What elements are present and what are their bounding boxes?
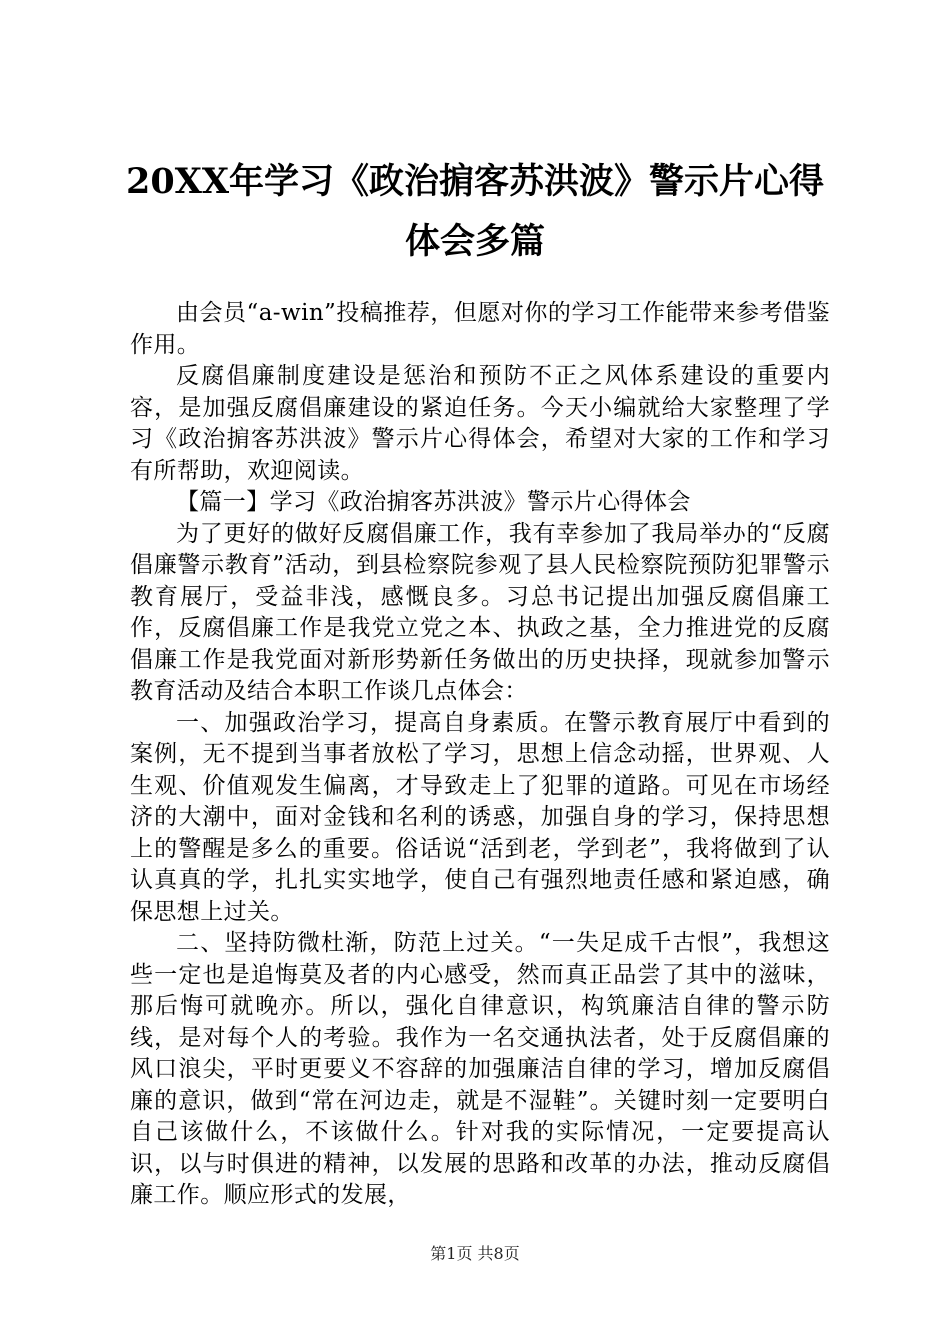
paragraph-point-one: 一、加强政治学习，提高自身素质。在警示教育展厅中看到的案例，无不提到当事者放松了学习，思想上信念动摇，世界观、人生观、价值观发生偏离，才导致走上了犯罪的道路。可见在市场经济的大潮中，面对金钱和名利的诱惑，加强自身的学习，保持思想上的警醒是多么的重要。俗话说“活到老，学到老”，我将做到了认认真真的学，扎扎实实地学，使自己有强烈地责任感和紧迫感，确保思想上过关。 — [130, 709, 830, 925]
paragraph-intro: 反腐倡廉制度建设是惩治和预防不正之风体系建设的重要内容，是加强反腐倡廉建设的紧迫任务。今天小编就给大家整理了学习《政治掮客苏洪波》警示片心得体会，希望对大家的工作和学习有所帮助，欢迎阅读。 — [130, 363, 830, 484]
paragraph-contributor-note: 由会员“a-win”投稿推荐，但愿对你的学习工作能带来参考借鉴作用。 — [130, 300, 830, 358]
paragraph-part-one-opening: 为了更好的做好反腐倡廉工作，我有幸参加了我局举办的“反腐倡廉警示教育”活动，到县检察院参观了县人民检察院预防犯罪警示教育展厅，受益非浅，感慨良多。习总书记提出加强反腐倡廉工作，反腐倡廉工作是我党立党之本、执政之基，全力推进党的反腐倡廉工作是我党面对新形势新任务做出的历史抉择，现就参加警示教育活动及结合本职工作谈几点体会： — [130, 520, 830, 704]
section-heading-part-one: 【篇一】学习《政治掮客苏洪波》警示片心得体会 — [176, 489, 691, 515]
page-number-footer: 第1页 共8页 — [430, 1244, 520, 1263]
document-body — [130, 298, 830, 1212]
document-title-line-1: 20XX年学习《政治掮客苏洪波》警示片心得 — [125, 161, 825, 202]
document-title-line-2: 体会多篇 — [404, 221, 545, 262]
paragraph-point-two: 二、坚持防微杜渐，防范上过关。“一失足成千古恨”，我想这些一定也是追悔莫及者的内心感受，然而真正品尝了其中的滋味，那后悔可就晚亦。所以，强化自律意识，构筑廉洁自律的警示防线，是对每个人的考验。我作为一名交通执法者，处于反腐倡廉的风口浪尖，平时更要义不容辞的加强廉洁自律的学习，增加反腐倡廉的意识，做到“常在河边走，就是不湿鞋”。关键时刻一定要明白自己该做什么，不该做什么。针对我的实际情况，一定要提高认识，以与时俱进的精神，以发展的思路和改革的办法，推动反腐倡廉工作。顺应形式的发展， — [130, 930, 830, 1208]
